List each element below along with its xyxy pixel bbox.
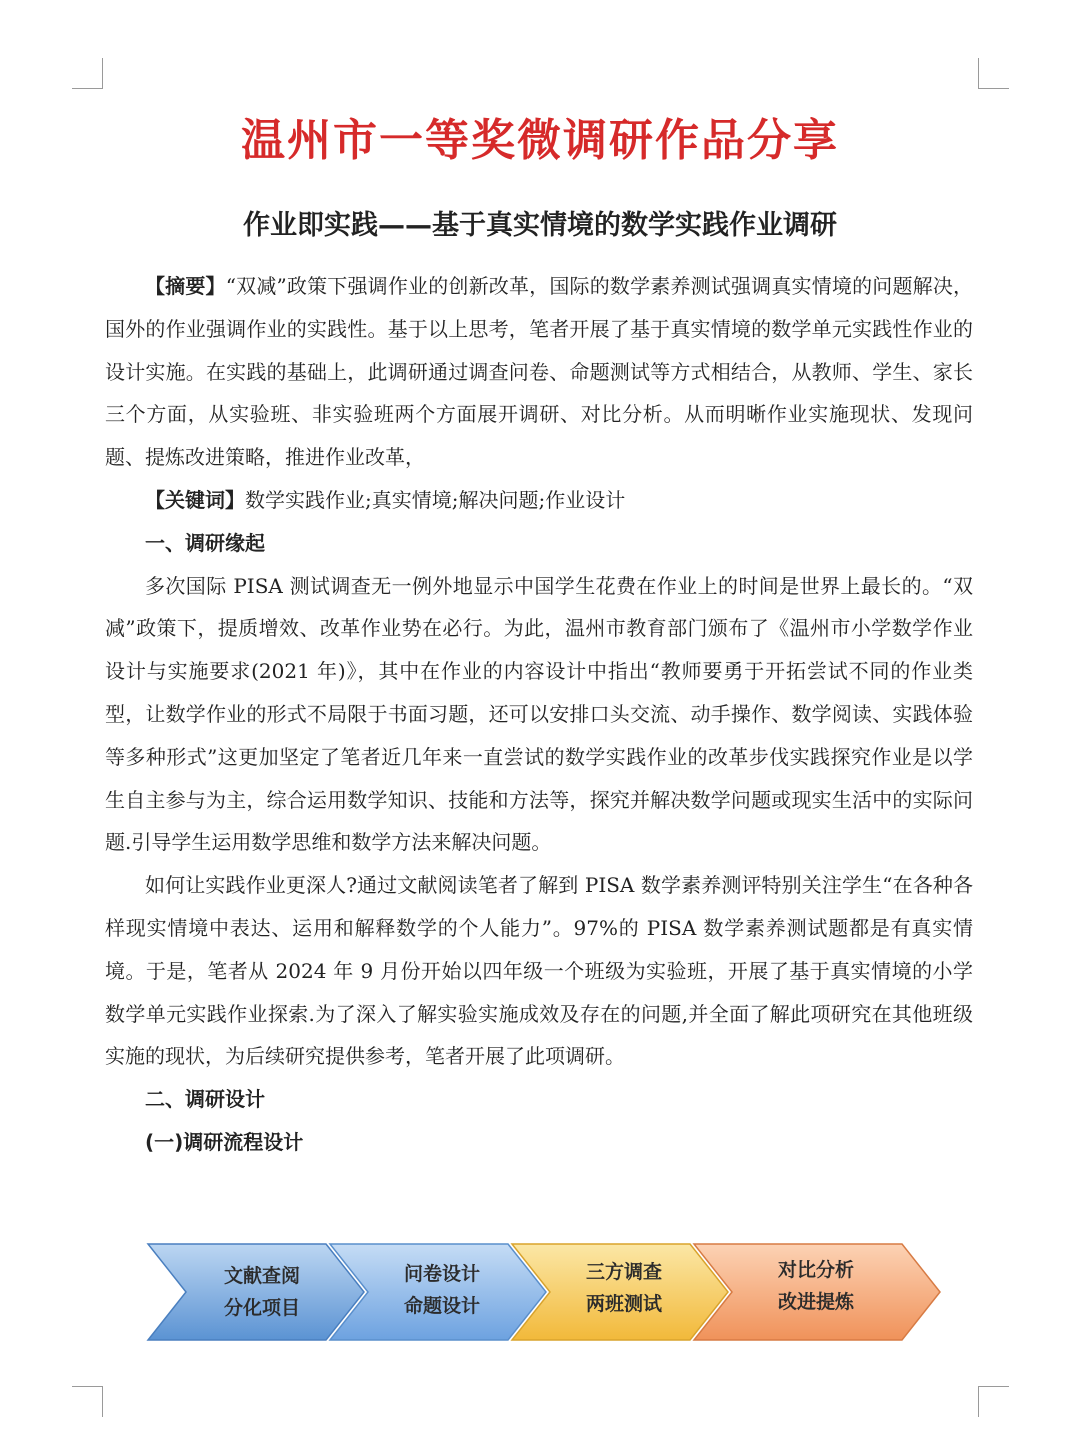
document-body — [105, 265, 973, 1164]
crop-mark-top-right — [978, 58, 1009, 89]
crop-mark-bottom-left — [72, 1386, 103, 1417]
flow-step-3-label — [554, 1256, 694, 1320]
abstract-text: “双减”政策下强调作业的创新改革，国际的数学素养测试强调真实情境的问题解决，国外的作业强调作业的实践性。基于以上思考，笔者开展了基于真实情境的数学单元实践性作业的设计实施。在实践的基础上，此调研通过调查问卷、命题测试等方式相结合，从教师、学生、家长三个方面，从实验班、非实验班两个方面展开调研、对比分析。从而明晰作业实施现状、发现问题、提炼改进策略，推进作业改革， — [105, 274, 974, 470]
crop-mark-bottom-right — [978, 1386, 1009, 1417]
keywords-paragraph — [105, 479, 973, 522]
research-flow-diagram — [146, 1242, 946, 1342]
section-heading-design: 二、调研设计 — [145, 1087, 265, 1112]
keywords-label: 【关键词】 — [145, 487, 245, 512]
flow-step-1-label — [192, 1260, 332, 1324]
page-title: 温州市一等奖微调研作品分享 — [241, 115, 839, 166]
keywords-text: 数学实践作业;真实情境;解决问题;作业设计 — [245, 487, 626, 512]
flow-step-2-line2: 命题设计 — [403, 1295, 480, 1317]
page-subtitle: 作业即实践——基于真实情境的数学实践作业调研 — [243, 210, 837, 241]
origin-paragraph-1: 多次国际 PISA 测试调查无一例外地显示中国学生花费在作业上的时间是世界上最长的。“双减”政策下，提质增效、改革作业势在必行。为此，温州市教育部门颁布了《温州市小学数学作业设计与实施要求(2021 年)》，其中在作业的内容设计中指出“教师要勇于开拓尝试不同的作业类型，让数学作业的形式不局限于书面习题，还可以安排口头交流、动手操作、数学阅读、实践体验等多种形式”这更加坚定了笔者近几年来一直尝试的数学实践作业的改革步伐实践探究作业是以学生自主参与为主，综合运用数学知识、技能和方法等，探究并解决数学问题或现实生活中的实际问题.引导学生运用数学思维和数学方法来解决问题。 — [105, 573, 973, 855]
abstract-label: 【摘要】 — [145, 274, 226, 298]
flow-step-2-line1: 问卷设计 — [403, 1263, 480, 1285]
flow-step-3-line2: 两班测试 — [585, 1293, 662, 1315]
subsection-heading-flow: (一)调研流程设计 — [145, 1129, 304, 1154]
flow-step-2-label — [372, 1258, 512, 1322]
flow-step-4-label — [746, 1254, 886, 1318]
flow-step-1-line2: 分化项目 — [223, 1297, 300, 1319]
abstract-paragraph — [105, 265, 973, 479]
origin-paragraph-2: 如何让实践作业更深人?通过文献阅读笔者了解到 PISA 数学素养测评特别关注学生“在各种各样现实情境中表达、运用和解释数学的个人能力”。97%的 PISA 数学素养测试题都是有真实情境。于是，笔者从 2024 年 9 月份开始以四年级一个班级为实验班，开展了基于真实情境的小学数学单元实践作业探索.为了深入了解实验实施成效及存在的问题,并全面了解此项研究在其他班级实施的现状，为后续研究提供参考，笔者开展了此项调研。 — [105, 873, 973, 1069]
flow-step-3-line1: 三方调查 — [585, 1261, 662, 1283]
flow-step-4-line2: 改进提炼 — [777, 1291, 854, 1313]
flow-step-4-line1: 对比分析 — [777, 1259, 854, 1281]
section-heading-origin: 一、调研缘起 — [145, 530, 265, 555]
flow-step-1-line1: 文献查阅 — [223, 1265, 300, 1287]
crop-mark-top-left — [72, 58, 103, 89]
